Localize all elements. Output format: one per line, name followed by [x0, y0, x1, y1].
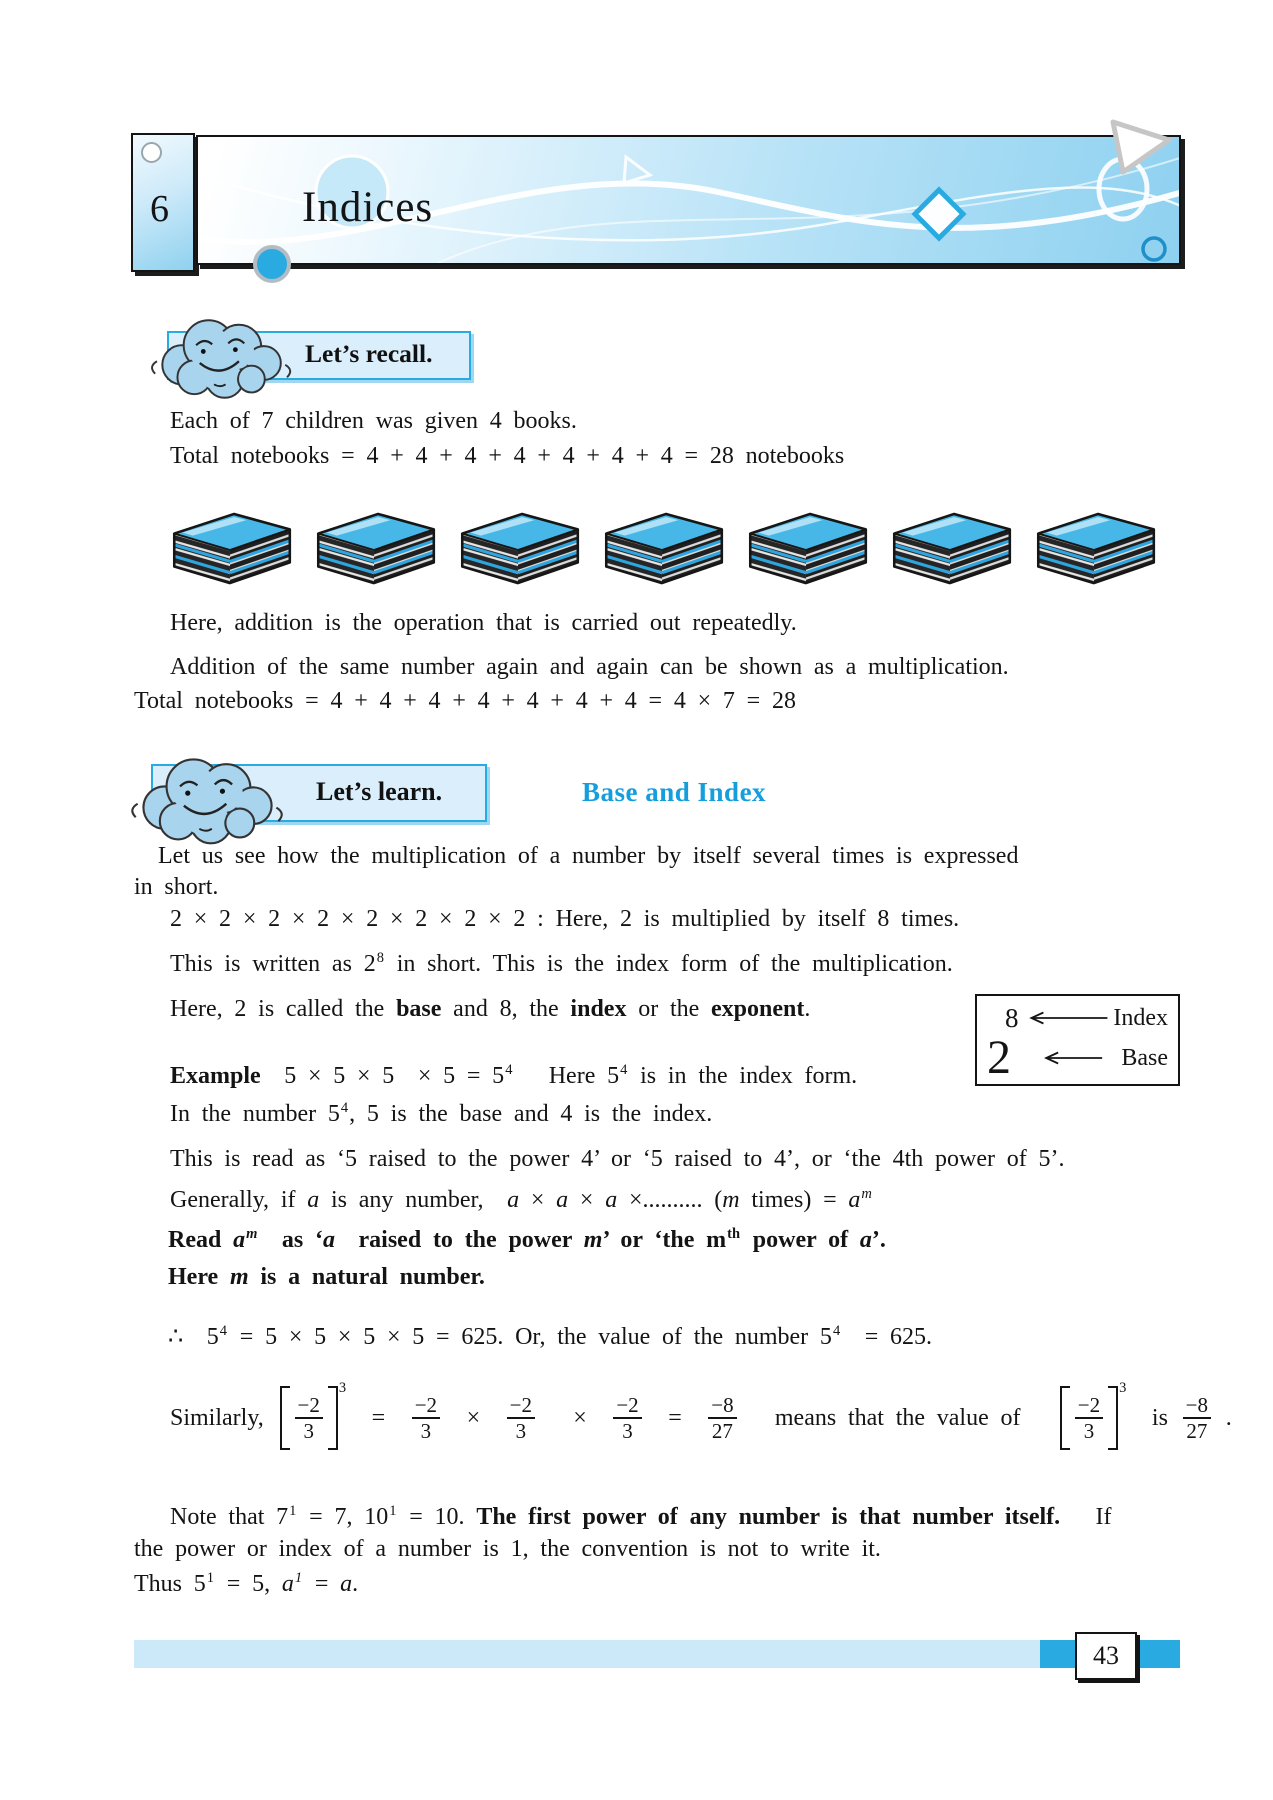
text-line-two-multiplied: 2 × 2 × 2 × 2 × 2 × 2 × 2 × 2 : Here, 2 is multiplied by itself 8 times.: [170, 906, 960, 932]
bracketed-fraction-power: $\frac{-2}{3}$ 3: [276, 1386, 349, 1450]
text-line-addition-repeated: Here, addition is the operation that is carried out repeatedly.: [170, 610, 797, 636]
header-dot-decoration: [141, 142, 162, 163]
index-base-diagram-box: [975, 994, 1180, 1086]
chapter-title-banner: [196, 135, 1181, 265]
lets-learn-label: Let’s learn.: [316, 777, 443, 806]
fraction: $\frac{-2}{3}$: [412, 1394, 440, 1442]
text-line-thus: Thus $5^1 = 5$, $a^1 = a$.: [134, 1570, 359, 1597]
text-line-in-the-number: In the number $5^4$, 5 is the base and 4 is the index.: [170, 1100, 713, 1127]
index-diagram-row: [987, 1001, 1168, 1035]
fraction: $\frac{-2}{3}$: [507, 1394, 535, 1442]
text-line-written-as-2-8: This is written as $2^8$ in short. This is the index form of the multiplication.: [170, 950, 953, 977]
text-line-generally: Generally, if a is any number, a × a × a ×.......... (m times) = $a^m$: [170, 1186, 872, 1213]
text-line-natural-number: Here m is a natural number.: [168, 1264, 485, 1290]
lets-recall-label: Let’s recall.: [305, 339, 433, 368]
cloud-mascot-learn: [126, 744, 290, 850]
text-line-read-as-power: This is read as ‘5 raised to the power 4’ or ‘5 raised to 4’, or ‘the 4th power of 5’.: [170, 1146, 1065, 1172]
base-diagram-row: [987, 1030, 1168, 1084]
text-line-intro-1: Let us see how the multiplication of a number by itself several times is expressed: [158, 843, 1019, 869]
text-line-note-first-power: Note that $7^1 = 7$, $10^1 = 10$. The first power of any number is that number itself. If: [170, 1503, 1112, 1530]
footer-bar-light: [134, 1640, 1040, 1668]
text-line-example-5-4: Example $5 \times 5 \times 5 \times 5 = 5^4$ Here $5^4$ is in the index form.: [170, 1062, 858, 1089]
book-stack: [454, 506, 584, 590]
index-label: Index: [1113, 1004, 1168, 1031]
text-line-similarly-fractions: Similarly, $\frac{-2}{3}$ 3 = $\frac{-2}{3}$ × $\frac{-2}{3}$ × $\frac{-2}{3}$ = $\frac{-8}{27}$ means that the value of $\frac{-2}{3}$ 3 is $\frac{-8}{27}$ .: [170, 1386, 1232, 1450]
chapter-title: Indices: [302, 184, 434, 231]
book-stack: [166, 506, 296, 590]
text-line-value-625: ∴ $5^4 = 5 \times 5 \times 5 \times 5 = 625$. Or, the value of the number $5^4 = 625$.: [168, 1323, 933, 1350]
book-stack: [742, 506, 872, 590]
banner-teal-dot: [253, 245, 291, 283]
index-arrow-icon: [1019, 1010, 1114, 1026]
book-stack: [310, 506, 440, 590]
base-arrow-icon: [1021, 1050, 1121, 1066]
page-number-box: [1075, 1632, 1137, 1680]
text-line-base-index-exponent: Here, 2 is called the base and 8, the index or the exponent.: [170, 996, 811, 1022]
notebook-stacks-illustration: [166, 506, 1160, 590]
bracketed-fraction-power: $\frac{-2}{3}$ 3: [1056, 1386, 1129, 1450]
book-stack: [886, 506, 1016, 590]
text-line-intro-2: in short.: [134, 874, 219, 900]
text-line-read-am: Read $a^m$ as ‘a raised to the power m’ or ‘the $m^{th}$ power of a’.: [168, 1226, 886, 1253]
chapter-number: 6: [150, 188, 169, 230]
fraction: $\frac{-2}{3}$: [295, 1394, 323, 1442]
section-heading-base-and-index: Base and Index: [582, 777, 767, 807]
fraction: $\frac{-2}{3}$: [1075, 1394, 1103, 1442]
text-line-children-books: Each of 7 children was given 4 books.: [170, 408, 577, 434]
banner-triangle-decoration: [1105, 112, 1177, 180]
chapter-number-box: [131, 133, 195, 272]
book-stack: [1030, 506, 1160, 590]
cloud-mascot-recall: [146, 306, 298, 404]
text-line-note-continued: the power or index of a number is 1, the convention is not to write it.: [134, 1536, 881, 1562]
book-stack: [598, 506, 728, 590]
base-value: 2: [987, 1030, 1011, 1084]
fraction: $\frac{-8}{27}$: [708, 1394, 736, 1442]
text-line-total-notebooks-product: Total notebooks = 4 + 4 + 4 + 4 + 4 + 4 + 4 = 4 × 7 = 28: [134, 688, 796, 714]
fraction: $\frac{-2}{3}$: [613, 1394, 641, 1442]
text-line-addition-multiplication: Addition of the same number again and again can be shown as a multiplication.: [170, 654, 1009, 680]
fraction: $\frac{-8}{27}$: [1183, 1394, 1211, 1442]
text-line-total-notebooks-sum: Total notebooks = 4 + 4 + 4 + 4 + 4 + 4 + 4 = 28 notebooks: [170, 443, 845, 469]
base-label: Base: [1121, 1044, 1168, 1071]
page-number: 43: [1093, 1641, 1119, 1670]
index-value: 8: [1005, 1002, 1019, 1033]
